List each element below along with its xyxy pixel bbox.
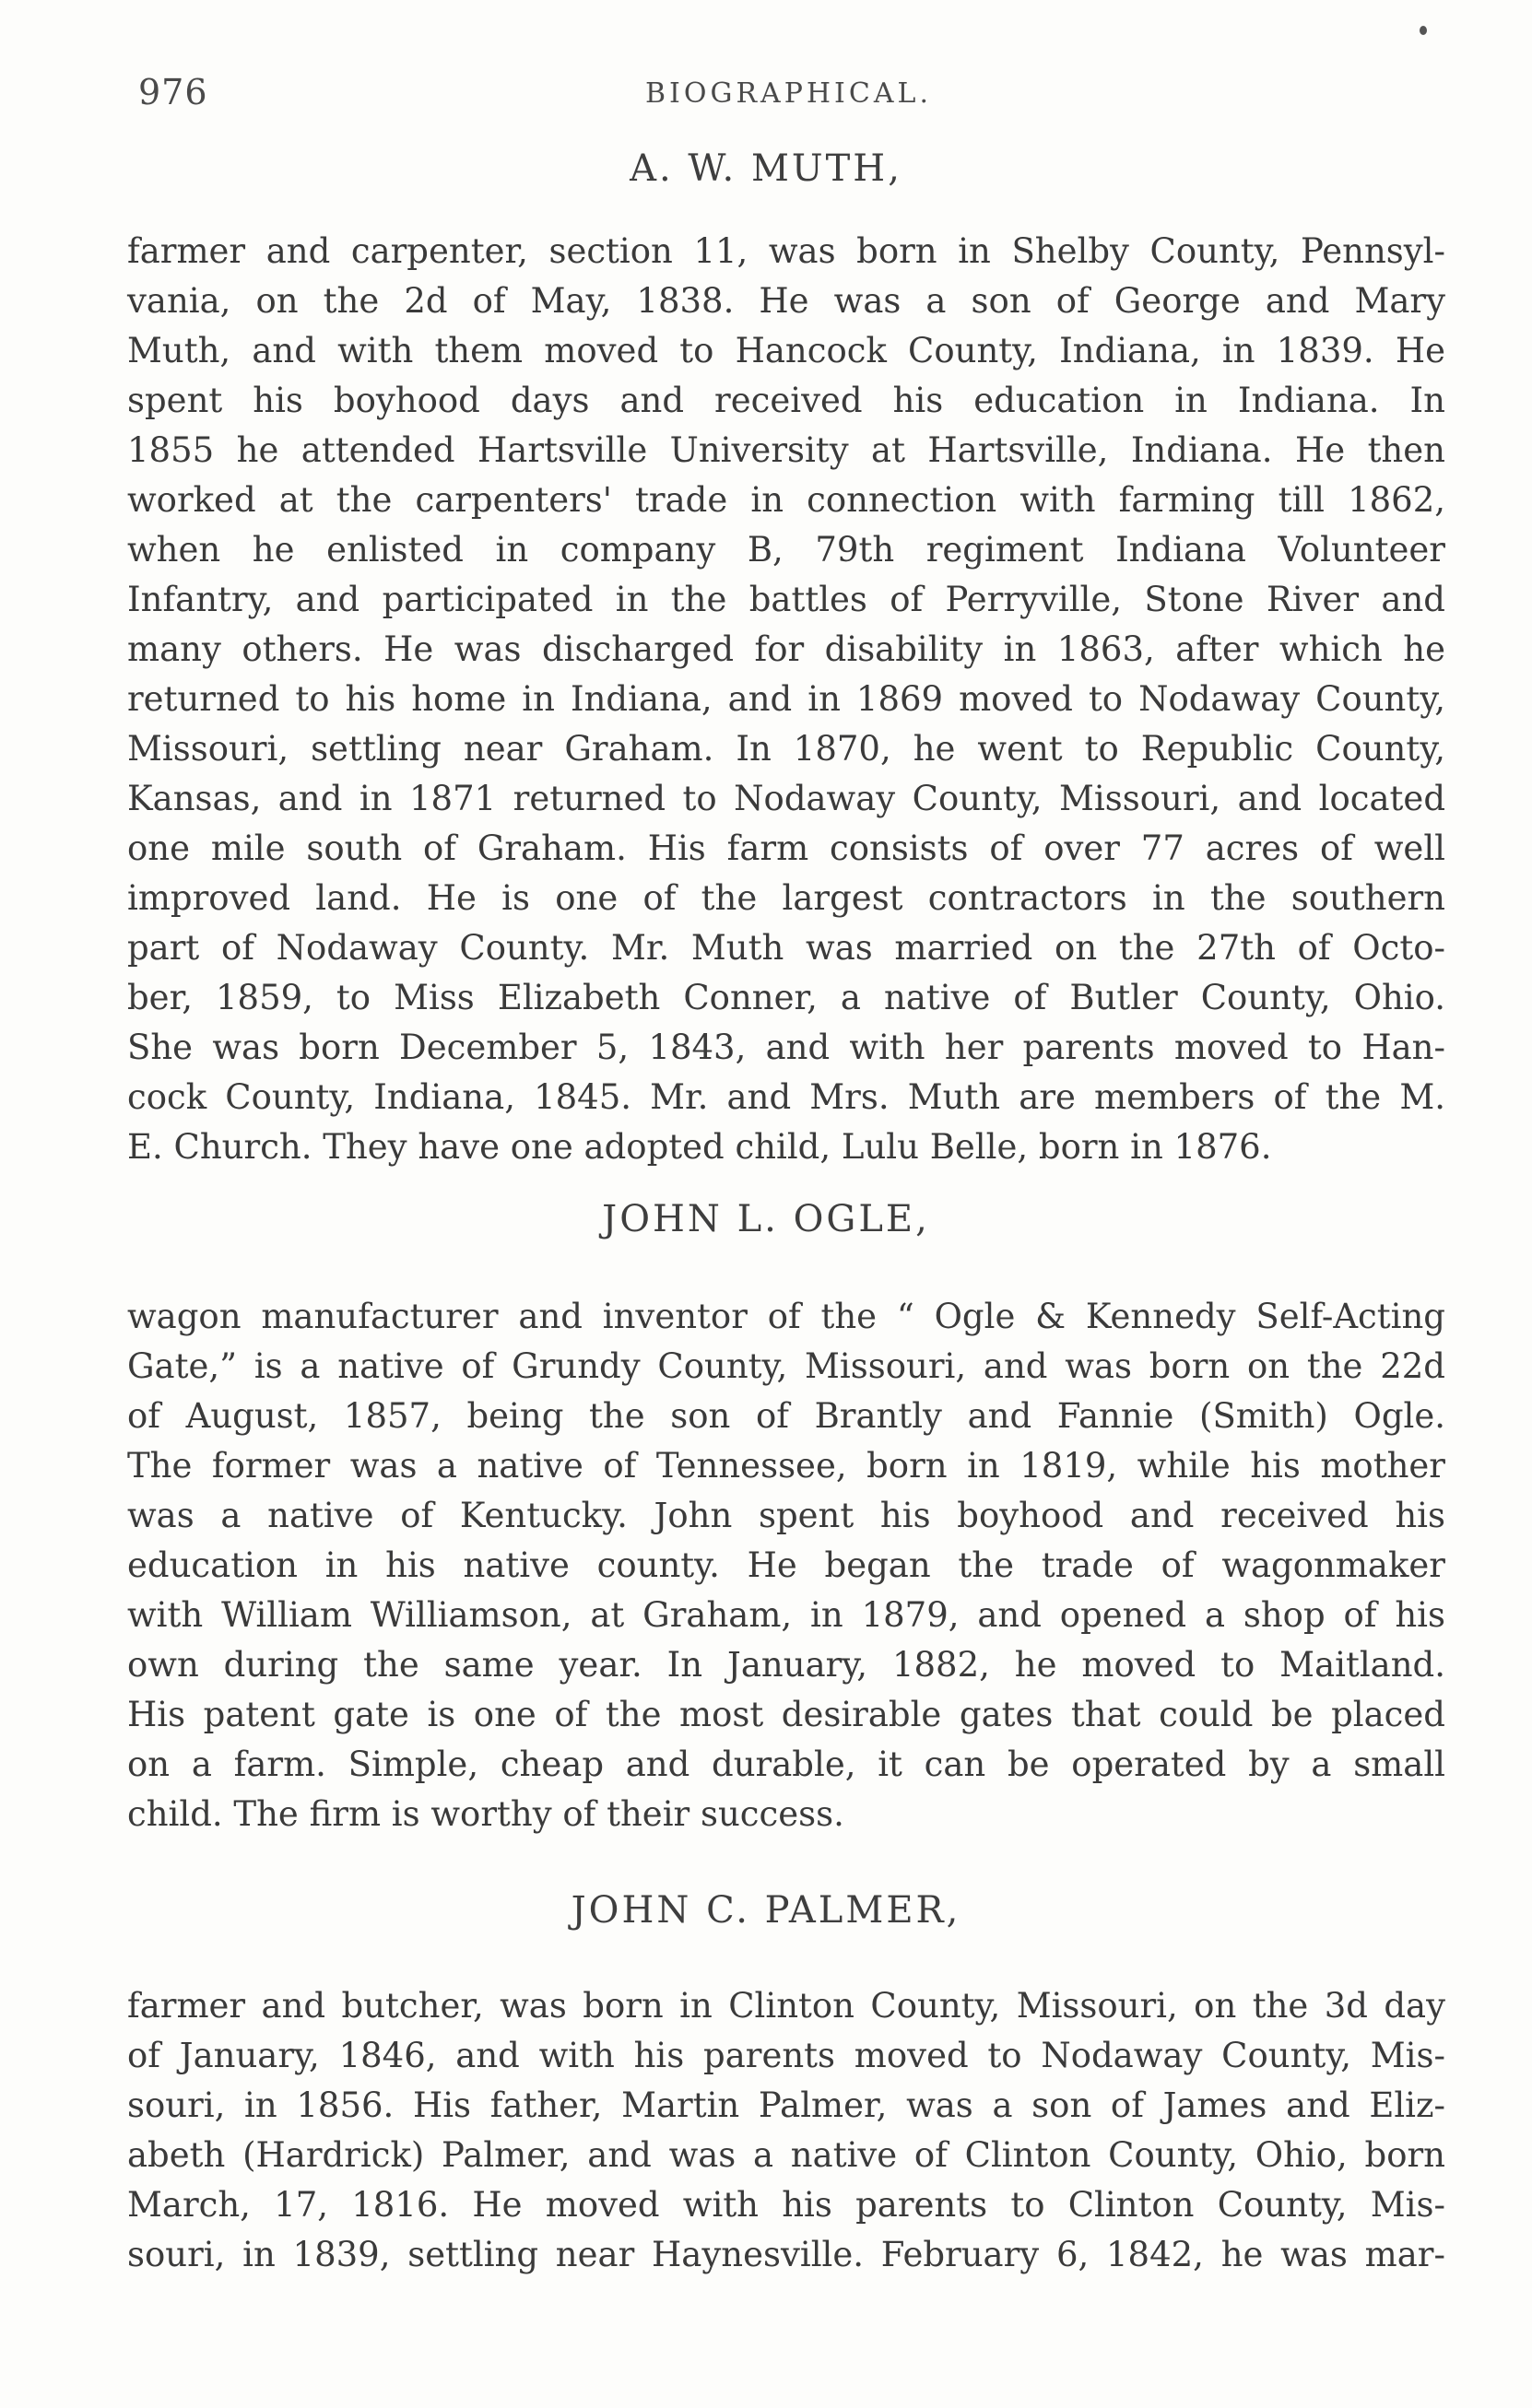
text-line: Missouri, settling near Graham. In 1870, he went to Republic County,: [127, 729, 1445, 769]
text-line: She was born December 5, 1843, and with her parents moved to Han-: [127, 1028, 1445, 1067]
entry-heading-ogle: JOHN L. OGLE,: [602, 1198, 930, 1240]
text-line: March, 17, 1816. He moved with his parents to Clinton County, Mis-: [127, 2185, 1445, 2225]
text-line: 1855 he attended Hartsville University at Hartsville, Indiana. He then: [127, 430, 1445, 470]
text-line: farmer and butcher, was born in Clinton County, Missouri, on the 3d day: [127, 1986, 1445, 2026]
text-line: when he enlisted in company B, 79th regiment Indiana Volunteer: [127, 530, 1445, 570]
text-line: Gate,” is a native of Grundy County, Missouri, and was born on the 22d: [127, 1346, 1445, 1386]
text-line: His patent gate is one of the most desirable gates that could be placed: [127, 1695, 1445, 1734]
text-line: vania, on the 2d of May, 1838. He was a son of George and Mary: [127, 281, 1445, 321]
text-line: of January, 1846, and with his parents moved to Nodaway County, Mis-: [127, 2036, 1445, 2075]
text-line: farmer and carpenter, section 11, was born in Shelby County, Pennsyl-: [127, 231, 1445, 271]
text-line: part of Nodaway County. Mr. Muth was married on the 27th of Octo-: [127, 928, 1445, 968]
text-line: Kansas, and in 1871 returned to Nodaway County, Missouri, and located: [127, 779, 1445, 818]
entry-body-palmer: [127, 1981, 1445, 2280]
text-line: Infantry, and participated in the battles of Perryville, Stone River and: [127, 580, 1445, 619]
text-line: souri, in 1856. His father, Martin Palmer, was a son of James and Eliz-: [127, 2085, 1445, 2125]
text-line: many others. He was discharged for disability in 1863, after which he: [127, 629, 1445, 669]
text-line: Muth, and with them moved to Hancock County, Indiana, in 1839. He: [127, 331, 1445, 370]
text-line: ber, 1859, to Miss Elizabeth Conner, a native of Butler County, Ohio.: [127, 978, 1445, 1017]
text-line: worked at the carpenters' trade in connection with farming till 1862,: [127, 480, 1445, 520]
entry-heading-muth: A. W. MUTH,: [630, 147, 902, 190]
text-line: education in his native county. He began the trade of wagonmaker: [127, 1545, 1445, 1585]
text-line: improved land. He is one of the largest contractors in the southern: [127, 878, 1445, 918]
entry-heading-palmer: JOHN C. PALMER,: [571, 1889, 961, 1932]
text-line: spent his boyhood days and received his education in Indiana. In: [127, 381, 1445, 420]
text-line: child. The firm is worthy of their success.: [127, 1794, 844, 1834]
text-line: one mile south of Graham. His farm consists of over 77 acres of well: [127, 828, 1445, 868]
running-head: BIOGRAPHICAL.: [645, 77, 932, 110]
page-number: 976: [138, 72, 208, 112]
text-line: The former was a native of Tennessee, born in 1819, while his mother: [127, 1446, 1445, 1486]
text-line: wagon manufacturer and inventor of the “ Ogle & Kennedy Self-Acting: [127, 1297, 1445, 1336]
text-line: on a farm. Simple, cheap and durable, it can be operated by a small: [127, 1744, 1445, 1784]
text-line: of August, 1857, being the son of Brantly and Fannie (Smith) Ogle.: [127, 1396, 1445, 1436]
entry-body-muth: [127, 227, 1445, 1172]
text-line: souri, in 1839, settling near Haynesville. February 6, 1842, he was mar-: [127, 2235, 1445, 2274]
text-line: with William Williamson, at Graham, in 1879, and opened a shop of his: [127, 1595, 1445, 1635]
text-line: was a native of Kentucky. John spent his boyhood and received his: [127, 1496, 1445, 1535]
text-line: own during the same year. In January, 1882, he moved to Maitland.: [127, 1645, 1445, 1685]
text-line: E. Church. They have one adopted child, Lulu Belle, born in 1876.: [127, 1127, 1272, 1167]
text-line: cock County, Indiana, 1845. Mr. and Mrs. Muth are members of the M.: [127, 1077, 1445, 1117]
ink-speck: [1420, 26, 1427, 35]
text-line: returned to his home in Indiana, and in 1869 moved to Nodaway County,: [127, 679, 1445, 719]
entry-body-ogle: [127, 1292, 1445, 1839]
text-line: abeth (Hardrick) Palmer, and was a native of Clinton County, Ohio, born: [127, 2135, 1445, 2175]
